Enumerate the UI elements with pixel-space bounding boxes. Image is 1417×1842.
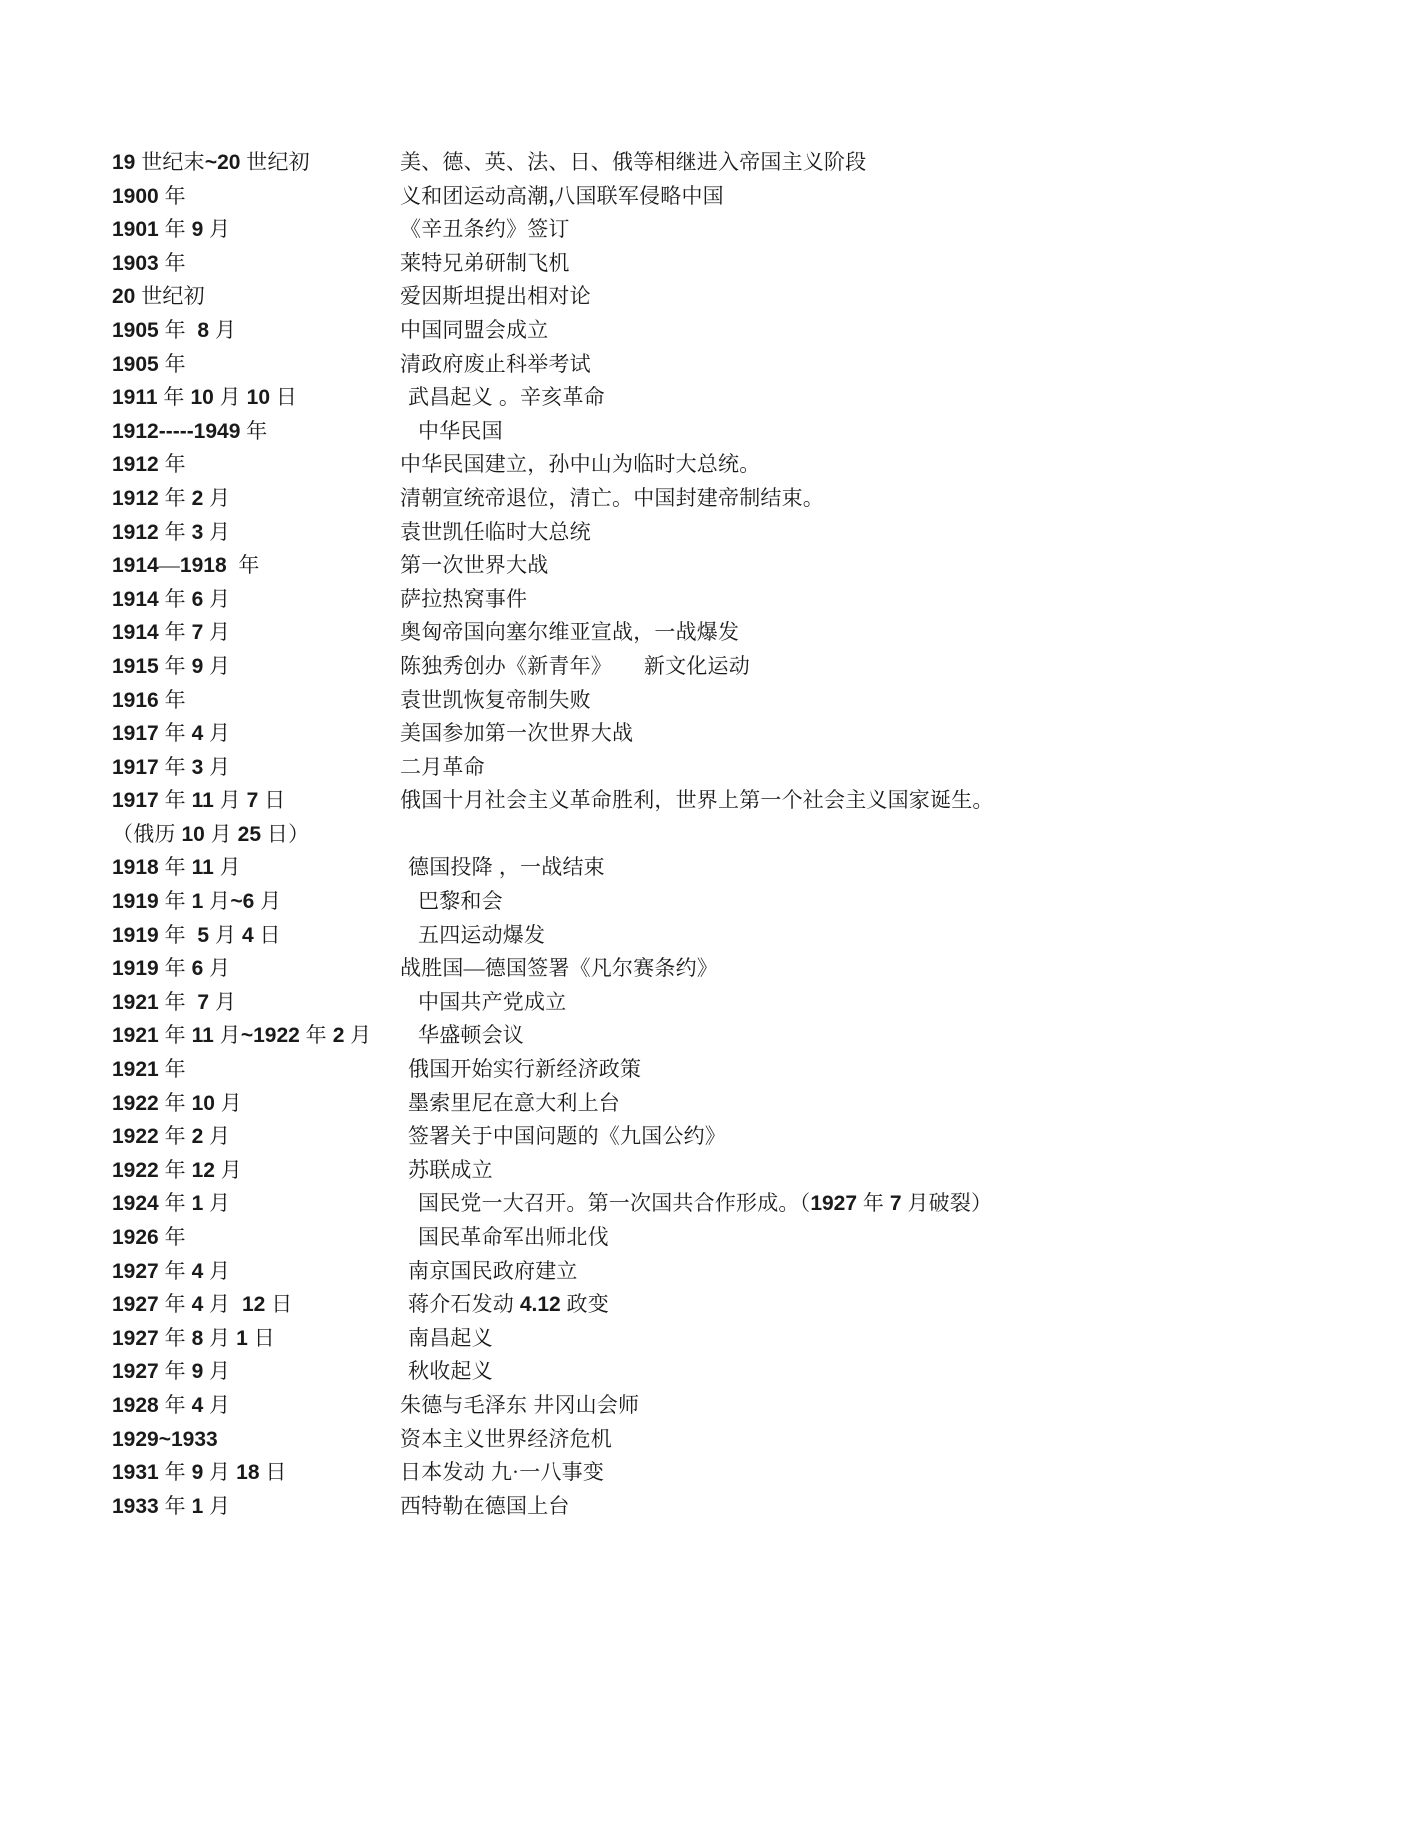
row-event: 袁世凯恢复帝制失败 (400, 687, 591, 712)
row-date-continuation: （俄历 10 月 25 日） (112, 821, 310, 846)
row-event: 西特勒在德国上台 (400, 1493, 570, 1518)
table-row (112, 650, 1292, 684)
row-date: 1922 年 10 月 (112, 1090, 242, 1115)
table-row (112, 1355, 1292, 1389)
row-event: 战胜国—德国签署《凡尔赛条约》 (400, 956, 718, 981)
row-date: 1914—1918 年 (112, 553, 260, 578)
table-row (112, 784, 1292, 851)
row-date: 1901 年 9 月 (112, 217, 231, 242)
row-date: 1903 年 (112, 250, 186, 275)
row-date: 1933 年 1 月 (112, 1493, 231, 1518)
table-row (112, 885, 1292, 919)
table-row (112, 919, 1292, 953)
row-date: 1917 年 4 月 (112, 721, 231, 746)
row-event: 《辛丑条约》签订 (400, 217, 570, 242)
table-row (112, 549, 1292, 583)
table-row (112, 1456, 1292, 1490)
table-row (112, 1423, 1292, 1457)
row-event: 陈独秀创办《新青年》 新文化运动 (400, 653, 750, 678)
table-row (112, 314, 1292, 348)
row-event: 资本主义世界经济危机 (400, 1426, 612, 1451)
row-date: 1905 年 8 月 (112, 317, 237, 342)
row-date: 1931 年 9 月 18 日 (112, 1460, 287, 1485)
row-event: 中华民国 (418, 418, 503, 443)
table-row (112, 247, 1292, 281)
table-row (112, 516, 1292, 550)
table-row (112, 146, 1292, 180)
row-date: 19 世纪末~20 世纪初 (112, 150, 310, 174)
table-row (112, 1087, 1292, 1121)
table-row (112, 1019, 1292, 1053)
row-event: 朱德与毛泽东 井冈山会师 (400, 1392, 640, 1417)
table-row (112, 448, 1292, 482)
table-row (112, 1255, 1292, 1289)
row-event: 二月革命 (400, 754, 485, 779)
row-event: 巴黎和会 (418, 889, 503, 914)
table-row (112, 684, 1292, 718)
row-date: 1915 年 9 月 (112, 653, 231, 678)
row-event: 袁世凯任临时大总统 (400, 519, 591, 544)
row-event: 日本发动 九·一八事变 (400, 1460, 605, 1485)
table-row (112, 1322, 1292, 1356)
table-row (112, 616, 1292, 650)
row-event: 华盛顿会议 (418, 1023, 524, 1048)
row-event: 中华民国建立，孙中山为临时大总统。 (400, 452, 761, 477)
row-date: 1921 年 (112, 1057, 186, 1082)
row-date: 1912 年 (112, 452, 186, 477)
table-row (112, 1154, 1292, 1188)
row-date: 1922 年 12 月 (112, 1157, 242, 1182)
row-date: 1914 年 7 月 (112, 620, 231, 645)
row-date: 20 世纪初 (112, 284, 205, 309)
row-event: 俄国十月社会主义革命胜利，世界上第一个社会主义国家诞生。 (400, 788, 994, 813)
table-row (112, 213, 1292, 247)
row-event: 清政府废止科举考试 (400, 351, 591, 376)
table-row (112, 180, 1292, 214)
table-row (112, 751, 1292, 785)
row-event: 中国共产党成立 (418, 989, 567, 1014)
row-event: 南京国民政府建立 (408, 1258, 578, 1283)
row-event: 签署关于中国问题的《九国公约》 (408, 1124, 726, 1149)
table-row (112, 482, 1292, 516)
row-event: 第一次世界大战 (400, 553, 549, 578)
table-row (112, 1187, 1292, 1221)
row-event: 国民党一大召开。第一次国共合作形成。（1927 年 7 月破裂） (418, 1191, 993, 1216)
row-event: 蒋介石发动 4.12 政变 (408, 1292, 609, 1317)
table-row (112, 851, 1292, 885)
row-date: 1912-----1949 年 (112, 418, 268, 443)
row-date: 1917 年 3 月 (112, 754, 231, 779)
row-event: 萨拉热窝事件 (400, 586, 528, 611)
row-date: 1927 年 9 月 (112, 1359, 231, 1384)
table-row (112, 1389, 1292, 1423)
row-date: 1927 年 4 月 12 日 (112, 1292, 293, 1317)
table-row (112, 583, 1292, 617)
row-event: 国民革命军出师北伐 (418, 1225, 609, 1249)
row-date: 1919 年 1 月~6 月 (112, 889, 282, 914)
row-event: 爱因斯坦提出相对论 (400, 284, 591, 309)
row-date: 1921 年 11 月~1922 年 2 月 (112, 1023, 372, 1048)
row-event: 秋收起义 (408, 1359, 493, 1384)
row-date: 1922 年 2 月 (112, 1124, 231, 1149)
row-date: 1911 年 10 月 10 日 (112, 385, 298, 410)
row-date: 1912 年 2 月 (112, 485, 231, 510)
row-date: 1900 年 (112, 183, 186, 208)
table-row (112, 280, 1292, 314)
row-event: 墨索里尼在意大利上台 (408, 1090, 620, 1115)
table-row (112, 1053, 1292, 1087)
table-row (112, 1120, 1292, 1154)
row-date: 1924 年 1 月 (112, 1191, 231, 1216)
row-date: 1914 年 6 月 (112, 586, 231, 611)
row-event: 清朝宣统帝退位，清亡。中国封建帝制结束。 (400, 485, 824, 510)
row-date: 1921 年 7 月 (112, 989, 237, 1014)
row-event: 莱特兄弟研制飞机 (400, 250, 570, 275)
row-event: 德国投降 ，一战结束 (408, 855, 605, 880)
table-row (112, 415, 1292, 449)
table-row (112, 717, 1292, 751)
row-event: 中国同盟会成立 (400, 317, 549, 342)
row-date: 1928 年 4 月 (112, 1392, 231, 1417)
row-date: 1905 年 (112, 351, 186, 376)
table-row (112, 348, 1292, 382)
row-event: 义和团运动高潮,八国联军侵略中国 (400, 183, 724, 208)
row-date: 1926 年 (112, 1225, 186, 1249)
chronology-table (112, 146, 1292, 1523)
table-row (112, 1221, 1292, 1255)
row-event: 美、德、英、法、日、俄等相继进入帝国主义阶段 (400, 150, 867, 174)
row-event: 五四运动爆发 (418, 922, 546, 947)
row-event: 奥匈帝国向塞尔维亚宣战，一战爆发 (400, 620, 740, 645)
table-row (112, 1490, 1292, 1524)
row-event: 美国参加第一次世界大战 (400, 721, 634, 746)
row-event: 南昌起义 (408, 1325, 493, 1350)
row-date: 1916 年 (112, 687, 186, 712)
row-date: 1918 年 11 月 (112, 855, 241, 880)
row-date: 1912 年 3 月 (112, 519, 231, 544)
row-event: 武昌起义 。辛亥革命 (408, 385, 605, 410)
row-event: 苏联成立 (408, 1157, 493, 1182)
row-date: 1917 年 11 月 7 日 （俄历 10 月 25 日） (112, 784, 400, 851)
table-row (112, 1288, 1292, 1322)
row-date: 1927 年 4 月 (112, 1258, 231, 1283)
table-row (112, 952, 1292, 986)
row-date: 1927 年 8 月 1 日 (112, 1325, 275, 1350)
row-date: 1929~1933 (112, 1427, 218, 1451)
row-date: 1919 年 6 月 (112, 956, 231, 981)
row-date: 1919 年 5 月 4 日 (112, 922, 281, 947)
table-row (112, 381, 1292, 415)
row-event: 俄国开始实行新经济政策 (408, 1057, 642, 1082)
table-row (112, 986, 1292, 1020)
